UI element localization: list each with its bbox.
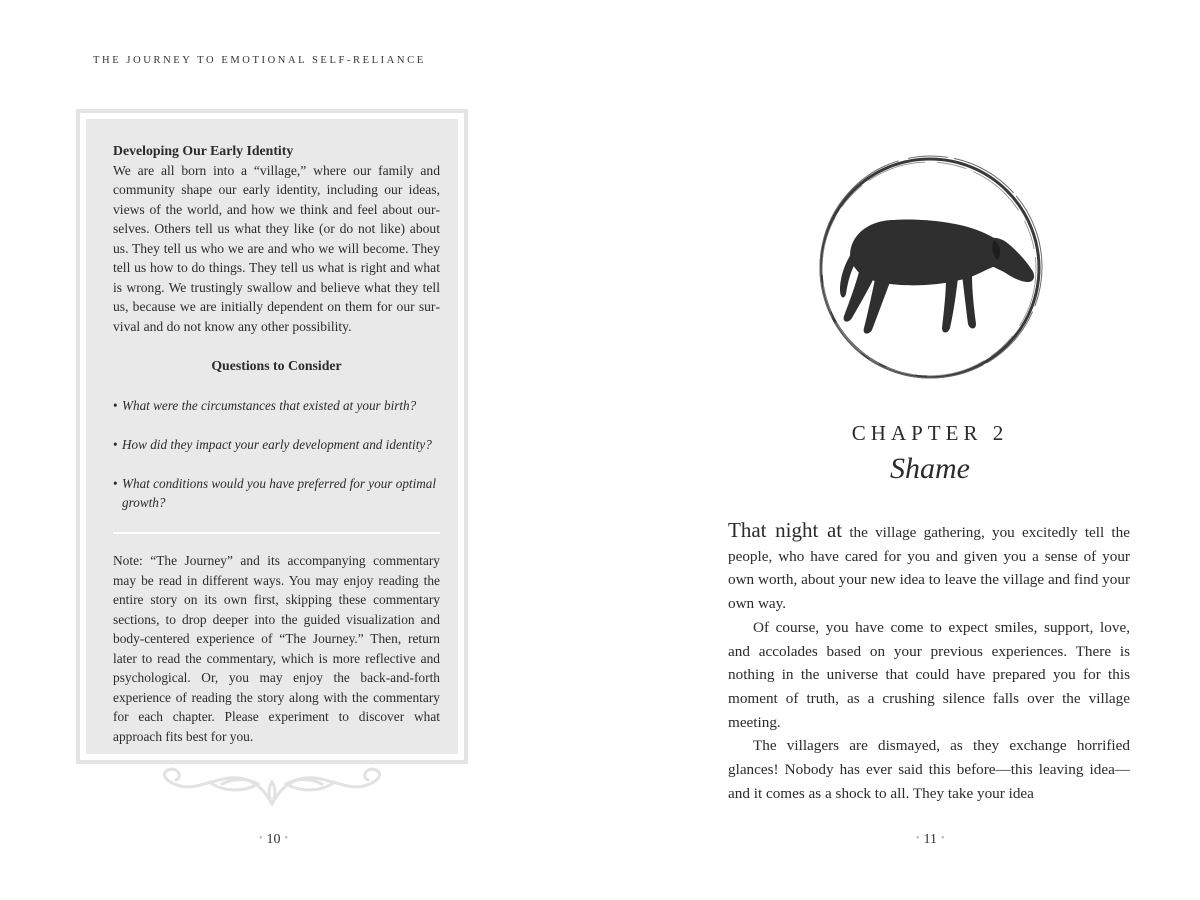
body-paragraph	[728, 519, 1130, 616]
question-text: How did they impact your early development and identity?	[122, 436, 432, 452]
folio-dot-icon: •	[284, 833, 289, 844]
folio-dot-icon: •	[259, 833, 263, 844]
reading-note: Note: “The Journey” and its accompanying commentary may be read in different ways. You may enjoy reading the entire story on its own first, skipping these commentary sections, to drop deeper into the guided visualization and body-centered experience of “The Journey.” Then, return later to read the commentary, which is more reflective and psychological. Or, you may enjoy the back-and-forth experience of reading the story along with the commentary for each chapter. Please experiment to discover what approach fits best for you.	[113, 553, 440, 744]
bullet-icon: •	[113, 397, 118, 413]
dog-in-circle-icon	[810, 148, 1050, 388]
body-paragraph: The villagers are dismayed, as they exchange horrified glances! Nobody has ever said this before—this leaving idea—and it comes as a shock to all. They take your idea	[728, 737, 1130, 802]
body-paragraph: Of course, you have come to expect smiles, support, love, and accolades based on your previous experiences. There is nothing in the universe that could have prepared you for this moment of truth, as a crushing silence falls over the village meeting.	[728, 618, 1130, 731]
chapter-body	[728, 519, 1130, 805]
question-item	[113, 396, 440, 416]
running-head: THE JOURNEY TO EMOTIONAL SELF-RELIANCE	[93, 55, 426, 66]
chapter-number: CHAPTER 2	[851, 421, 1009, 445]
bullet-icon: •	[113, 475, 118, 491]
questions-title: Questions to Consider	[211, 358, 342, 373]
page-number: 11	[923, 832, 937, 847]
page-number-right	[912, 832, 949, 848]
folio-dot-icon: •	[916, 833, 920, 844]
folio-dot-icon: •	[941, 833, 945, 844]
commentary-sidebar-background	[86, 119, 458, 754]
chapter-title: Shame	[890, 452, 970, 485]
sidebar-paragraph: We are all born into a “village,” where our family and community shape our early identity, including our ideas, views of the world, and how we think and feel about ourselves. Others tell us what they like (or do not like) about us. They tell us who we are and who we will become. They tell us how to do things. They tell us what is right and what is wrong. We trustingly swallow and believe what they tell us, because we are initially dependent on them for our survival and do not know any other possibility.	[113, 162, 440, 334]
sidebar-heading: Developing Our Early Identity	[113, 143, 294, 158]
lead-in-text: That night at	[728, 518, 843, 542]
question-text: What were the circumstances that existed at your birth?	[122, 397, 417, 413]
question-list	[113, 396, 440, 513]
ornamental-flourish-icon	[152, 764, 392, 812]
paragraph-text: the village gathering, you excitedly tell the people, who have cared for you and given you a sense of your own worth, about your new idea to leave the village and find your own way.	[728, 524, 1130, 613]
commentary-sidebar	[76, 109, 468, 764]
commentary-sidebar-content	[113, 141, 440, 746]
question-text: What conditions would you have preferred for your optimal growth?	[122, 475, 437, 510]
page-number-left	[255, 832, 292, 848]
question-item	[113, 474, 440, 513]
bullet-icon: •	[113, 436, 118, 452]
page-number: 10	[266, 832, 281, 847]
question-item	[113, 435, 440, 455]
sidebar-divider	[113, 532, 440, 534]
